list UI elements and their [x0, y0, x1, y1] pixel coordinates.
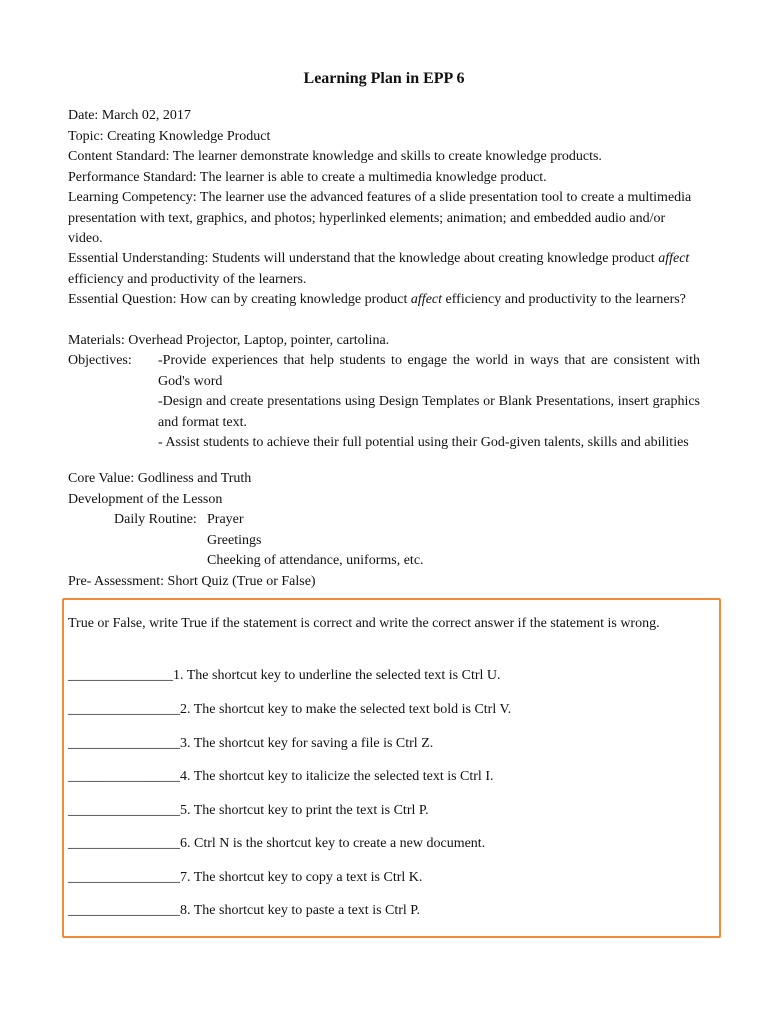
eu-text-after: efficiency and productivity of the learners.: [68, 271, 307, 287]
performance-standard-line: Performance Standard: The learner is able to create a multimedia knowledge product.: [68, 170, 547, 185]
development-heading: Development of the Lesson: [68, 492, 223, 507]
learning-competency-paragraph: Learning Competency: The learner use the advanced features of a slide presentation tool to create a multimedia presentation with text, graphics, and photos; hyperlinked elements; animation; and embedded audio and/or video.: [68, 190, 692, 246]
eq-text-after: efficiency and productivity to the learners?: [442, 292, 686, 307]
eq-italic-word: affect: [410, 292, 443, 307]
quiz-question: _______________1. The shortcut key to underline the selected text is Ctrl U.: [68, 668, 501, 683]
daily-routine-label: Daily Routine:: [114, 512, 197, 527]
quiz-question: ________________5. The shortcut key to print the text is Ctrl P.: [68, 803, 429, 818]
eu-text-before: Essential Understanding: Students will understand that the knowledge about creating knowledge product: [68, 251, 659, 266]
routine-item: Prayer: [207, 512, 244, 527]
objectives-label: Objectives:: [68, 353, 132, 368]
quiz-question: ________________4. The shortcut key to italicize the selected text is Ctrl I.: [68, 769, 494, 784]
eq-text-before: Essential Question: How can by creating knowledge product: [68, 292, 411, 307]
objective-item: -Design and create presentations using Design Templates or Blank Presentations, insert graphics and format text.: [158, 394, 700, 430]
core-value-line: Core Value: Godliness and Truth: [68, 471, 252, 486]
routine-item: Greetings: [207, 533, 262, 548]
routine-item: Cheeking of attendance, uniforms, etc.: [207, 553, 424, 568]
quiz-instructions: True or False, write True if the statement is correct and write the correct answer if the statement is wrong.: [68, 616, 660, 631]
quiz-question: ________________6. Ctrl N is the shortcut key to create a new document.: [68, 836, 486, 851]
quiz-question: ________________3. The shortcut key for saving a file is Ctrl Z.: [68, 736, 434, 751]
quiz-question: ________________8. The shortcut key to paste a text is Ctrl P.: [68, 903, 421, 918]
quiz-question: ________________2. The shortcut key to make the selected text bold is Ctrl V.: [68, 702, 512, 717]
materials-line: Materials: Overhead Projector, Laptop, pointer, cartolina.: [68, 333, 390, 348]
pre-assessment-line: Pre- Assessment: Short Quiz (True or False): [68, 574, 316, 589]
topic-line: Topic: Creating Knowledge Product: [68, 129, 271, 144]
document-title: Learning Plan in EPP 6: [303, 70, 465, 87]
content-standard-line: Content Standard: The learner demonstrate knowledge and skills to create knowledge products.: [68, 149, 602, 164]
eu-italic-word: affect: [658, 251, 690, 266]
objective-item: - Assist students to achieve their full potential using their God-given talents, skills and abilities: [158, 435, 689, 450]
quiz-question: ________________7. The shortcut key to copy a text is Ctrl K.: [68, 870, 423, 885]
date-line: Date: March 02, 2017: [68, 108, 191, 123]
objective-item: -Provide experiences that help students to engage the world in ways that are consistent with God's word: [158, 353, 700, 389]
essential-question-paragraph: [68, 290, 700, 311]
essential-understanding-paragraph: [68, 249, 700, 290]
